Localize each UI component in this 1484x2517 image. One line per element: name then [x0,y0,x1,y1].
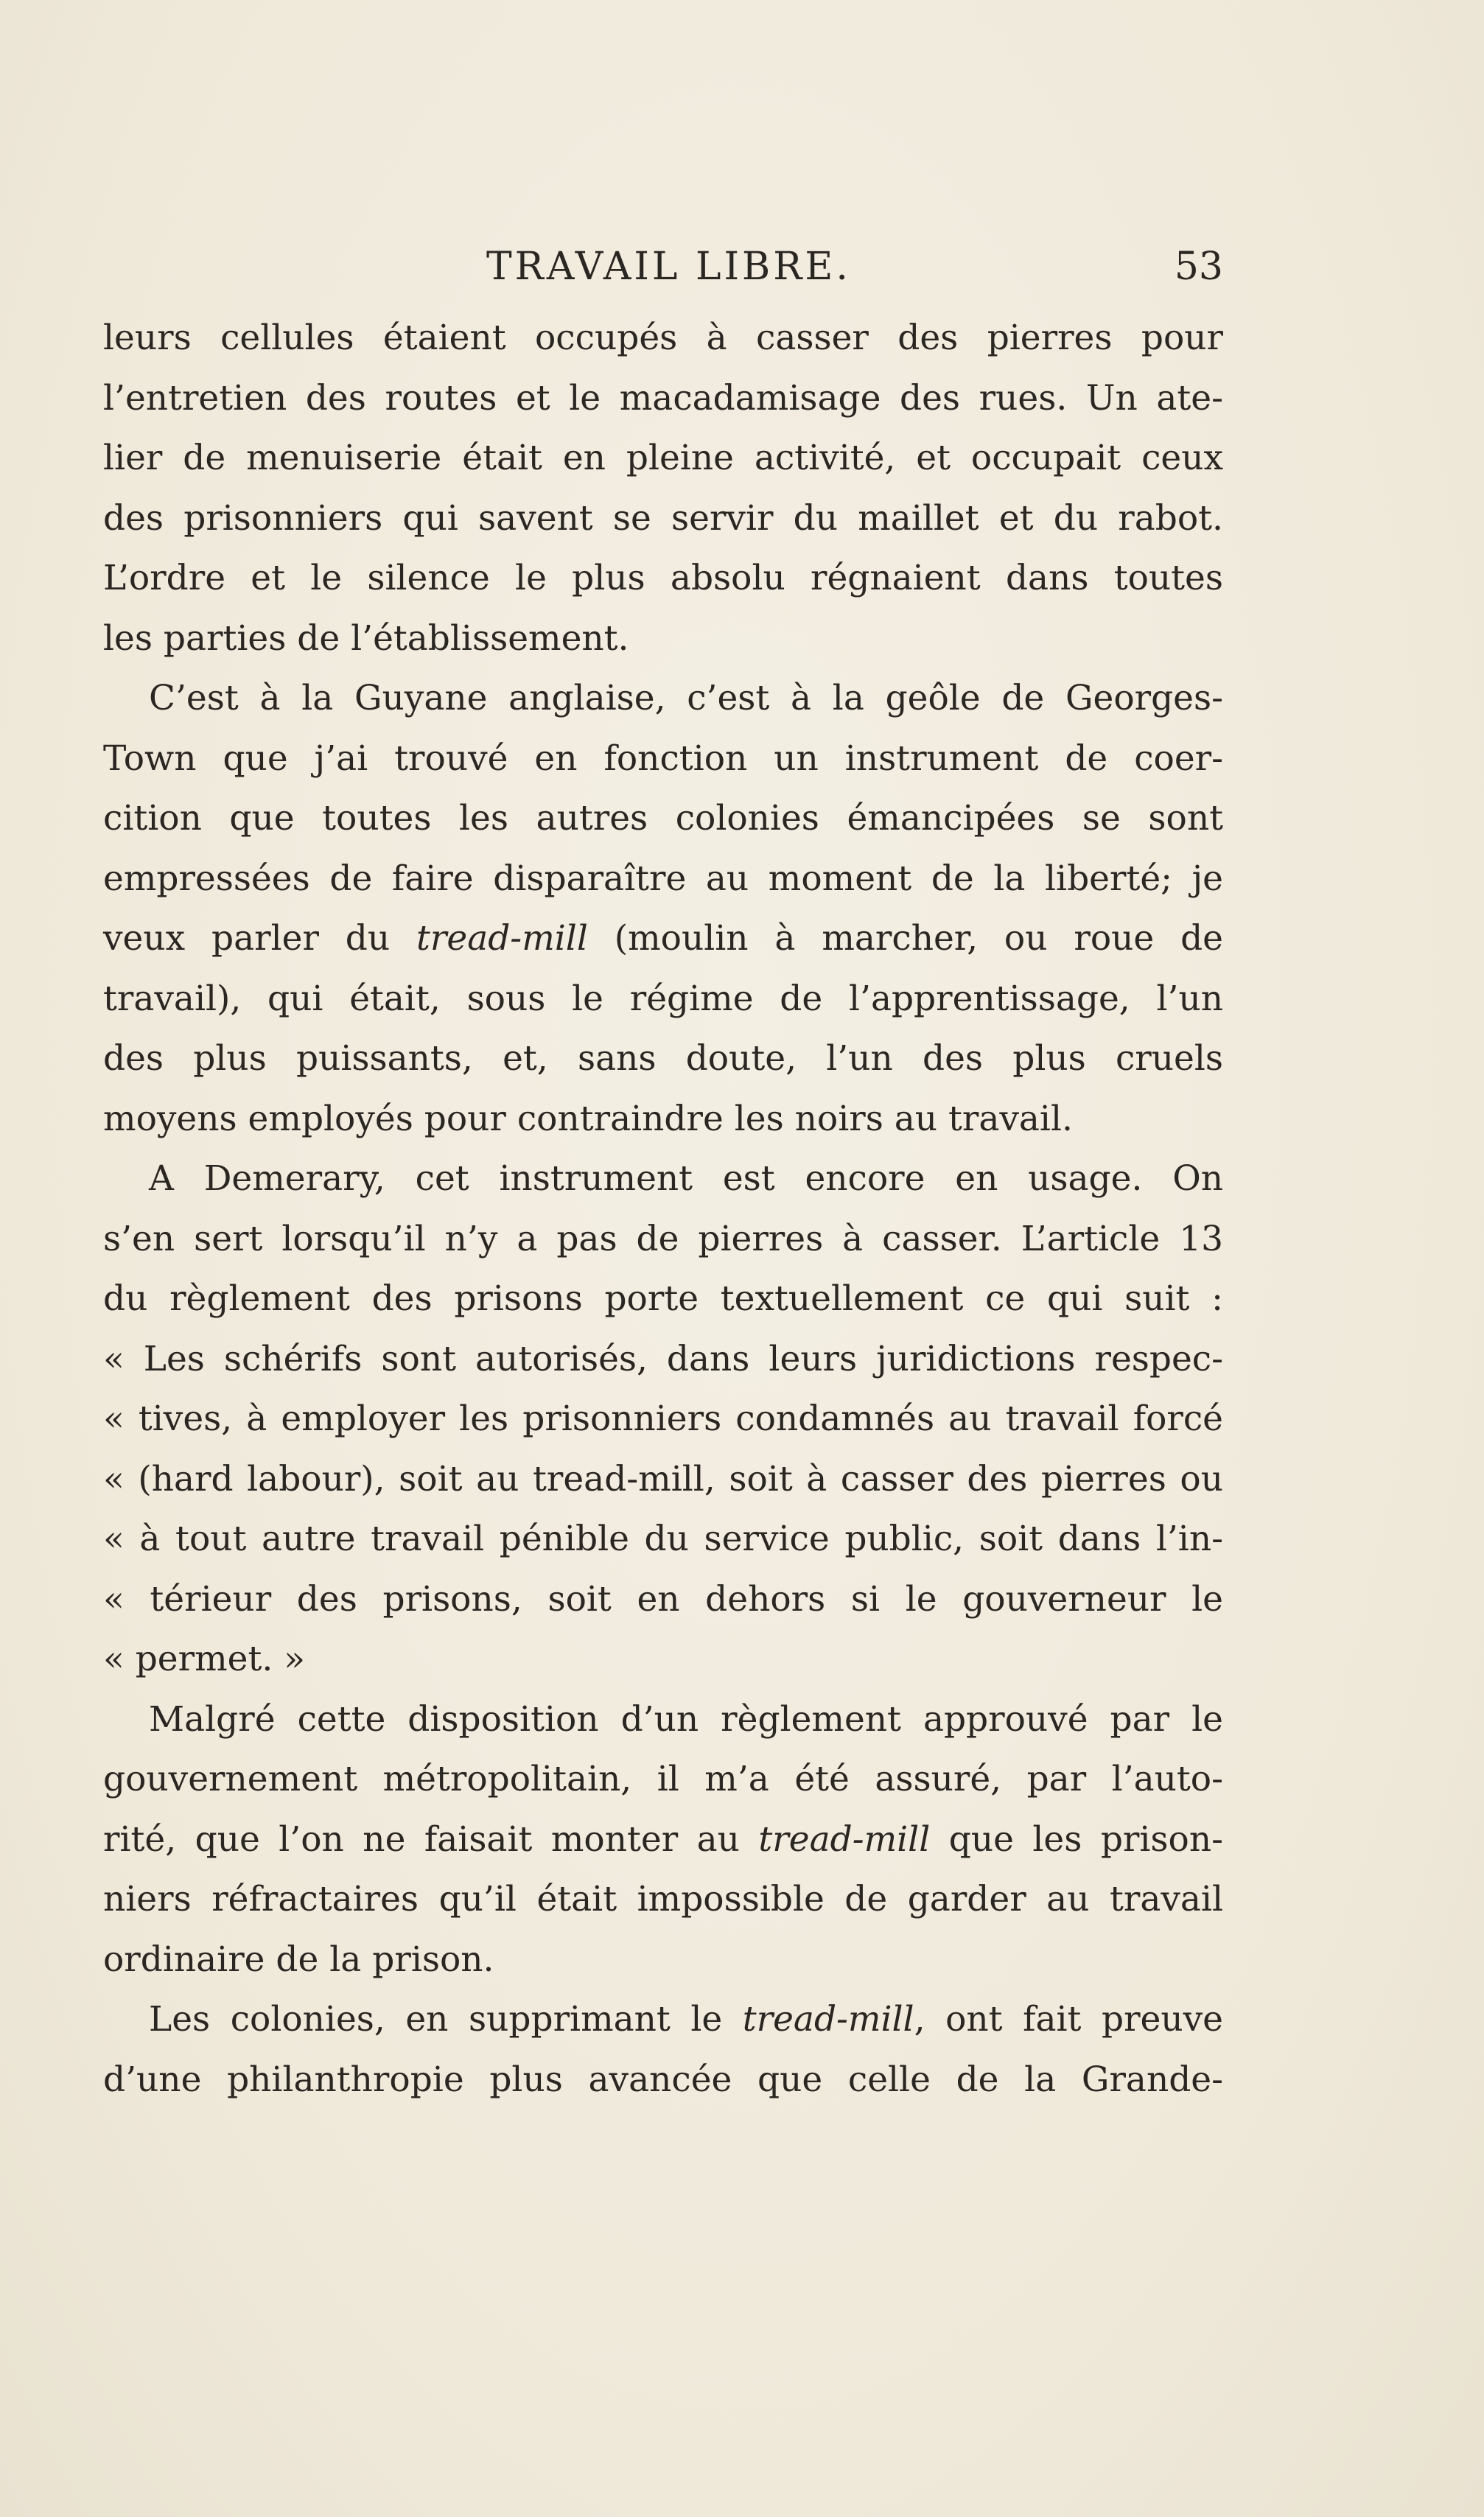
text-line [103,1209,1223,1270]
text-line [103,1509,1223,1569]
text-segment: « permet. » [103,1639,305,1679]
text-line [103,1690,1223,1750]
text-line [103,1869,1223,1930]
page-number: 53 [1174,245,1223,289]
text-line [103,969,1223,1029]
text-segment: gouvernement métropolitain, il m’a été assuré, par l’auto- [103,1759,1223,1799]
text-segment: Les colonies, en supprimant le [149,1999,743,2040]
text-segment: des plus puissants, et, sans doute, l’un des plus cruels [103,1038,1223,1079]
text-segment: « à tout autre travail pénible du service public, soit dans l’in- [103,1519,1223,1559]
text-segment: , ont fait preuve [914,1999,1223,2040]
text-line [103,1930,1223,1990]
italic-term: tread-mill [758,1818,931,1860]
text-line [103,668,1223,729]
text-segment: s’en sert lorsqu’il n’y a pas de pierres à casser. L’article 13 [103,1218,1223,1259]
text-segment: empressées de faire disparaître au moment de la liberté; je [103,858,1223,899]
text-line [103,548,1223,609]
text-line [103,1389,1223,1449]
text-segment: C’est à la Guyane anglaise, c’est à la geôle de Georges- [149,678,1223,718]
text-segment: ordinaire de la prison. [103,1939,494,1980]
text-line [103,428,1223,489]
text-line [103,1449,1223,1510]
text-segment: Town que j’ai trouvé en fonction un instrument de coer- [103,738,1223,779]
running-title: TRAVAIL LIBRE. [486,245,851,289]
text-segment: (moulin à marcher, ou roue de [587,918,1223,959]
text-segment: Malgré cette disposition d’un règlement approuvé par le [149,1698,1223,1740]
text-line [103,1149,1223,1209]
running-header [103,237,1223,296]
italic-term: tread-mill [742,1999,914,2040]
body-text [103,308,1223,2110]
text-line [103,849,1223,909]
text-segment: d’une philanthropie plus avancée que celle de la Grande- [103,2059,1223,2100]
text-segment: travail), qui était, sous le régime de l’apprentissage, l’un [103,978,1223,1019]
text-line [103,1329,1223,1390]
text-segment: « Les schérifs sont autorisés, dans leurs juridictions respec- [103,1338,1223,1379]
text-line [103,1569,1223,1630]
text-segment: lier de menuiserie était en pleine activité, et occupait ceux [103,438,1223,478]
text-segment: rité, que l’on ne faisait monter au [103,1818,759,1860]
text-segment: A Demerary, cet instrument est encore en usage. On [149,1158,1223,1199]
text-line [103,1629,1223,1690]
text-line [103,368,1223,429]
text-segment: « (hard labour), soit au tread-mill, soit à casser des pierres ou [103,1458,1223,1499]
text-line [103,1810,1223,1870]
text-line [103,308,1223,368]
text-line [103,609,1223,669]
text-line [103,1089,1223,1149]
text-line [103,1269,1223,1329]
text-segment: les parties de l’établissement. [103,617,629,659]
text-segment: du règlement des prisons porte textuellement ce qui suit : [103,1278,1223,1319]
text-segment: L’ordre et le silence le plus absolu régnaient dans toutes [103,558,1223,598]
text-segment: que les prison- [930,1818,1223,1860]
italic-term: tread-mill [416,918,588,959]
text-line [103,1749,1223,1810]
text-segment: moyens employés pour contraindre les noirs au travail. [103,1098,1073,1139]
text-segment: veux parler du [103,918,417,959]
text-line [103,729,1223,789]
text-line [103,2050,1223,2110]
text-segment: cition que toutes les autres colonies émancipées se sont [103,798,1223,839]
text-segment: l’entretien des routes et le macadamisage des rues. Un ate- [103,377,1223,419]
text-segment: niers réfractaires qu’il était impossible de garder au travail [103,1879,1223,1919]
text-line [103,489,1223,549]
text-line [103,909,1223,969]
text-line [103,1029,1223,1089]
text-segment: « tives, à employer les prisonniers condamnés au travail forcé [103,1398,1223,1439]
text-line [103,1989,1223,2050]
text-segment: « térieur des prisons, soit en dehors si le gouverneur le [103,1578,1223,1620]
text-segment: leurs cellules étaient occupés à casser des pierres pour [103,318,1223,358]
text-line [103,788,1223,849]
text-segment: des prisonniers qui savent se servir du maillet et du rabot. [103,497,1223,539]
